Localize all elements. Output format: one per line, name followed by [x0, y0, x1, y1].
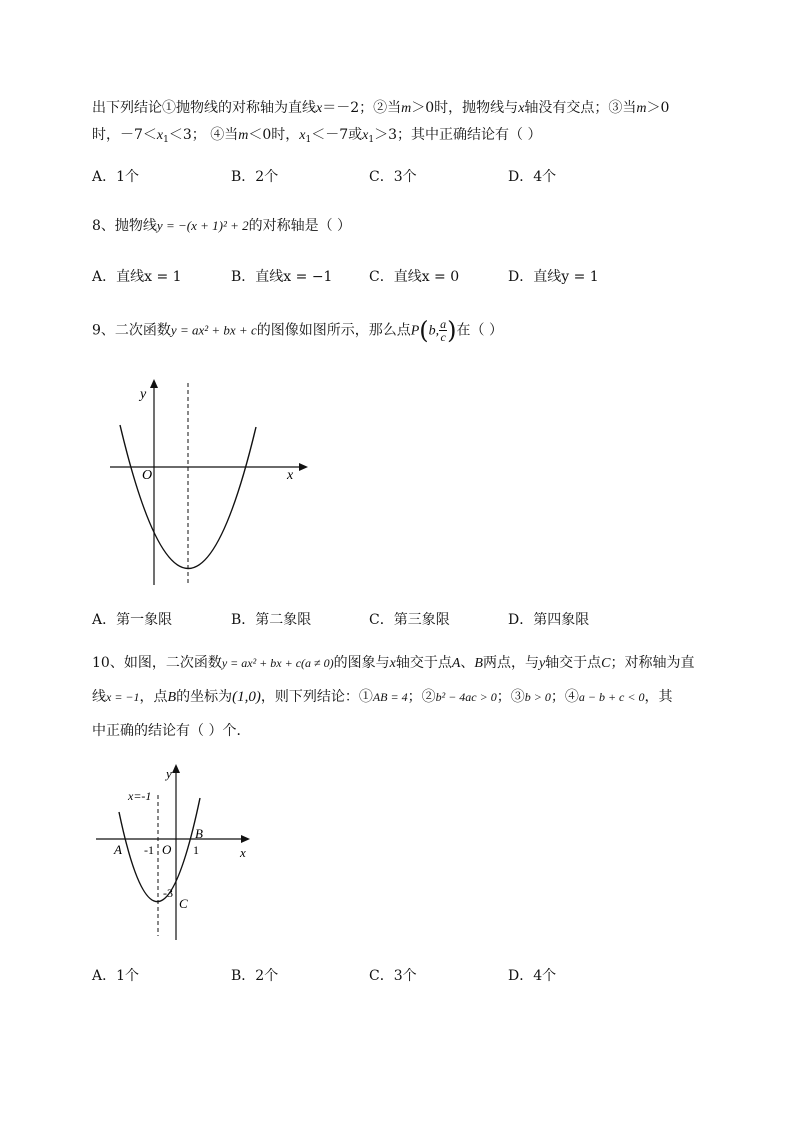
- q7-option-a: A．1个: [92, 169, 140, 185]
- parabola-curve: [119, 798, 200, 902]
- q9-parabola-graph: [100, 375, 320, 590]
- point-c-label: C: [179, 896, 188, 911]
- q10-stem-line1: 10、如图，二次函数y = ax² + bx + c(a ≠ 0)的图象与x轴交于点A、B两点，与y轴交于点C；对称轴为直: [92, 655, 695, 671]
- q9-stem: 9、二次函数y = ax² + bx + c的图像如图所示，那么点P(b, $\frac{a}{c}$ )在（ ）: [92, 316, 503, 345]
- q8-stem: 8、抛物线y = −(x + 1)² + 2的对称轴是（ ）: [92, 218, 352, 234]
- q9-option-a: A．第一象限: [92, 612, 173, 628]
- origin-label: O: [142, 468, 153, 483]
- q10-option-d: D．4个: [508, 968, 557, 984]
- q7-option-b: B．2个: [231, 169, 279, 185]
- q9-option-d: D．第四象限: [508, 612, 590, 628]
- q10-option-b: B．2个: [231, 968, 279, 984]
- q10-stem-line2: 线x = −1，点B的坐标为(1,0)，则下列结论：①AB = 4；②b² − 4ac > 0；③b > 0；④a − b + c < 0，其: [92, 689, 673, 705]
- x-axis-arrow: [241, 835, 250, 843]
- point-a-label: A: [114, 842, 122, 857]
- q9-option-c: C．第三象限: [369, 612, 450, 628]
- x-axis-arrow: [299, 463, 308, 471]
- q10-option-a: A．1个: [92, 968, 140, 984]
- q10-option-c: C．3个: [369, 968, 417, 984]
- y-axis-arrow: [150, 379, 158, 388]
- x-axis-label: x: [287, 468, 294, 483]
- q9-fraction: $\frac{a}{c}$: [440, 317, 447, 344]
- q7-text-line2: 时，$-7<x_1<3$； ④当m＜0时，$x_1<-7$或$x_1>3$；其中正确结论有（ ）: [92, 127, 542, 145]
- y-axis-arrow: [172, 764, 180, 773]
- tick-label-neg3: -3: [163, 886, 173, 900]
- q8-option-d: D．直线y = 1: [508, 269, 599, 285]
- q7-text-line1: 出下列结论①抛物线的对称轴为直线x＝－2；②当m＞0时，抛物线与x轴没有交点；③当m＞0: [92, 100, 670, 116]
- origin-label: O: [162, 842, 172, 857]
- q8-option-c: C．直线x = 0: [369, 269, 460, 285]
- symmetry-axis-label: x=-1: [128, 789, 152, 803]
- tick-label-1: 1: [193, 843, 199, 857]
- q9-option-b: B．第二象限: [231, 612, 312, 628]
- x-axis-label: x: [240, 845, 246, 860]
- q8-option-a: A．直线x = 1: [92, 269, 182, 285]
- q8-option-b: B．直线x = −1: [231, 269, 333, 285]
- q7-option-c: C．3个: [369, 169, 417, 185]
- point-b-label: B: [195, 826, 203, 841]
- y-axis-label: y: [166, 766, 172, 781]
- q10-stem-line3: 中正确的结论有（ ）个．: [92, 723, 251, 739]
- q7-option-d: D．4个: [508, 169, 557, 185]
- q10-parabola-graph: [90, 760, 260, 945]
- y-axis-label: y: [140, 387, 147, 402]
- tick-label-neg1: -1: [144, 843, 154, 857]
